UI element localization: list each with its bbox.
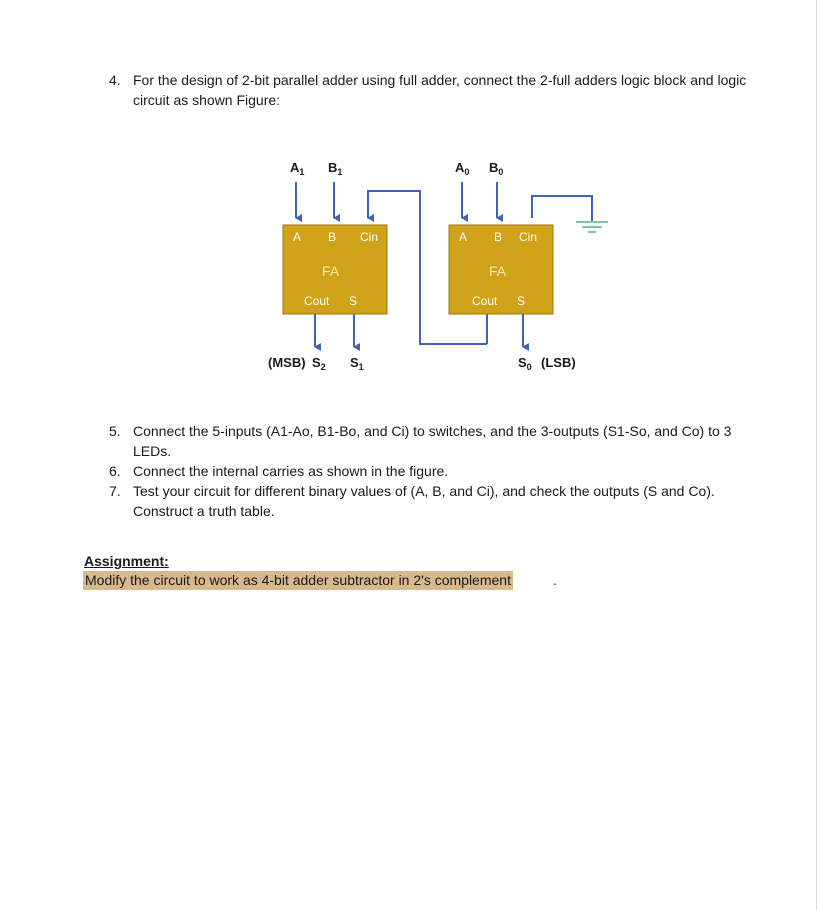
fa1-pin-cout: Cout — [304, 294, 330, 308]
label-s1: $S_1$ — [350, 355, 364, 372]
list-number: 6. — [109, 463, 121, 479]
label-lsb: (LSB) — [541, 355, 576, 370]
assignment-period: . — [553, 572, 557, 588]
fa0-pin-s: S — [517, 294, 526, 308]
list-number: 4. — [109, 72, 121, 88]
fa0-pin-a: A — [459, 230, 468, 244]
label-a1: $A_1$ — [290, 160, 305, 177]
fa1-pin-b: B — [328, 230, 337, 244]
list-number: 5. — [109, 423, 121, 439]
label-s0: $S_0$ — [518, 355, 532, 372]
assignment-heading: Assignment: — [84, 553, 169, 569]
label-s2: $S_2$ — [312, 355, 326, 372]
list-item-6 — [109, 461, 759, 481]
list-text: Connect the internal carries as shown in the figure. — [133, 463, 449, 479]
fa1-pin-s: S — [349, 294, 358, 308]
fa0-pin-b: B — [494, 230, 503, 244]
label-b0: $B_0$ — [489, 160, 504, 177]
list-item-7 — [109, 481, 759, 521]
fa0-label: FA — [489, 263, 507, 279]
fa1-label: FA — [322, 263, 340, 279]
cin0-wire — [532, 196, 592, 222]
assignment-text: Modify the circuit to work as 4-bit adder subtractor in 2's complement — [85, 572, 511, 588]
list-text: Test your circuit for different binary values of (A, B, and Ci), and check the outputs (S and Co). Construct a truth table. — [133, 483, 715, 519]
fa0-pin-cin: Cin — [519, 230, 538, 244]
list-text: For the design of 2-bit parallel adder using full adder, connect the 2-full adders logic block and logic circuit as shown Figure: — [133, 72, 747, 108]
list-text: Connect the 5-inputs (A1-Ao, B1-Bo, and Ci) to switches, and the 3-outputs (S1-So, and Co) to 3 LEDs. — [133, 423, 732, 459]
list-number: 7. — [109, 483, 121, 499]
fa1-pin-a: A — [293, 230, 302, 244]
label-b1: $B_1$ — [328, 160, 343, 177]
fa1-pin-cin: Cin — [360, 230, 379, 244]
label-a0: $A_0$ — [455, 160, 470, 177]
list-item-5 — [109, 421, 759, 461]
fa0-pin-cout: Cout — [472, 294, 498, 308]
label-msb: (MSB) — [268, 355, 306, 370]
